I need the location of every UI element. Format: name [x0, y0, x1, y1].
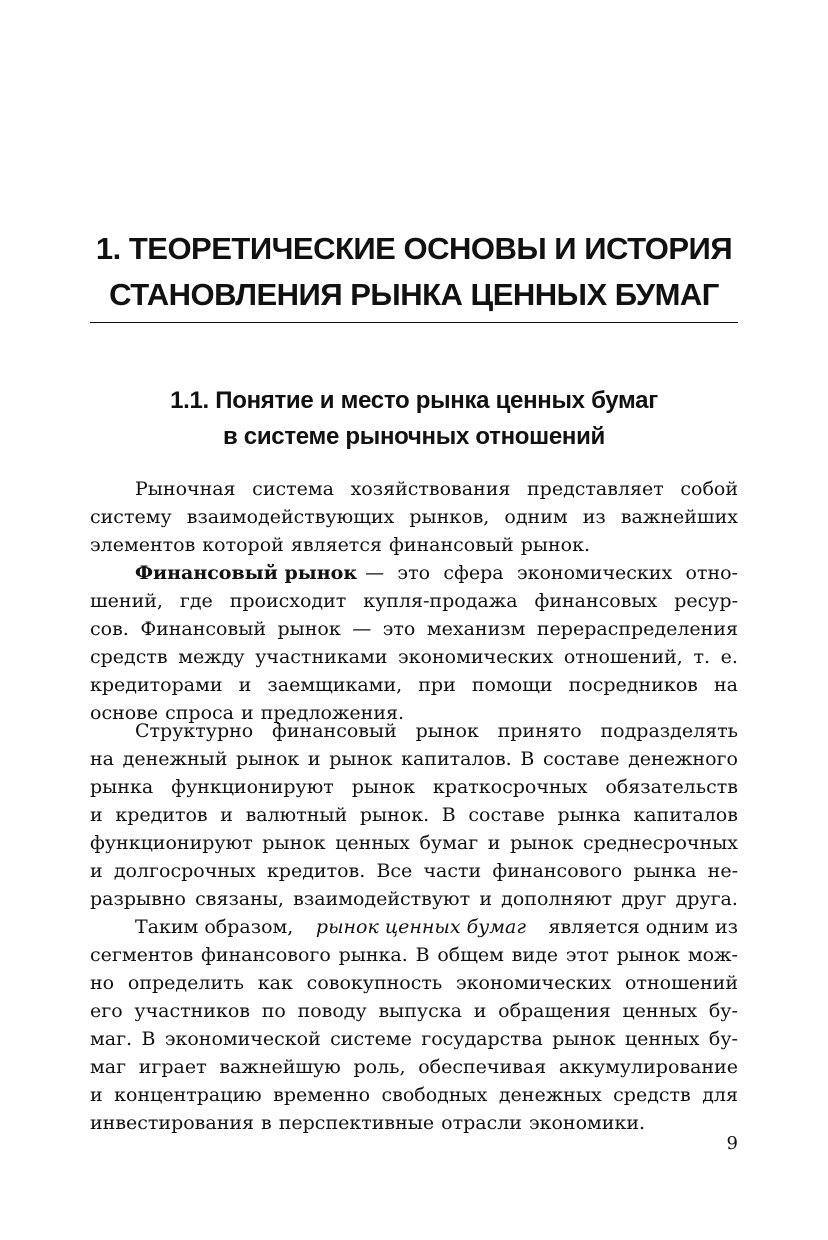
word: мож-	[687, 944, 738, 966]
word: рынок	[351, 776, 415, 798]
word: на	[90, 748, 114, 770]
word: экономики.	[528, 1112, 646, 1134]
word: собой	[680, 478, 738, 500]
word: заемщиками,	[267, 674, 403, 696]
text-line	[135, 717, 738, 745]
word: кредитов	[115, 804, 208, 826]
word: и	[479, 888, 492, 910]
word: маг	[90, 1056, 127, 1078]
text-line	[90, 1053, 738, 1081]
word: рынков,	[409, 506, 490, 528]
word: сфера	[443, 562, 504, 584]
text-fragment: Таким образом,	[135, 916, 294, 938]
word: отношений	[625, 972, 738, 994]
term-financial-market: Финансовый рынок	[135, 562, 358, 584]
word: ценных	[622, 1000, 698, 1022]
word: происходит	[229, 590, 347, 612]
word: экономической	[164, 1028, 321, 1050]
text-line	[90, 643, 738, 671]
word: и	[90, 804, 103, 826]
word: и	[307, 748, 321, 770]
word: ценных	[624, 1028, 700, 1050]
word: спроса	[165, 702, 234, 724]
text-line	[90, 615, 738, 643]
word: Все	[376, 860, 413, 882]
word: финансовый	[388, 534, 514, 556]
word: общем	[437, 944, 504, 966]
word: важнейшую	[219, 1056, 341, 1078]
text-line	[90, 671, 738, 699]
word: рынка.	[338, 944, 408, 966]
text-line	[90, 587, 738, 615]
text-line	[90, 1025, 738, 1053]
word: составе	[542, 748, 620, 770]
word: рынок	[616, 944, 681, 966]
word: механизм	[426, 618, 526, 640]
word: составе	[468, 804, 545, 826]
word: и	[241, 702, 254, 724]
text-line	[90, 857, 738, 885]
text-line	[90, 969, 738, 997]
word: и	[90, 860, 103, 882]
text-line	[90, 885, 738, 913]
word: маг.	[90, 1028, 133, 1050]
word: выпуска	[378, 1000, 462, 1022]
word: при	[418, 674, 456, 696]
word: где	[179, 590, 213, 612]
word: на	[713, 674, 738, 696]
word: В	[141, 1028, 156, 1050]
word: инвестирования	[90, 1112, 255, 1134]
word: финансовых	[534, 590, 658, 612]
word: и	[90, 1084, 103, 1106]
word: финансовый	[272, 720, 397, 742]
word: это	[397, 562, 431, 584]
word: помощи	[471, 674, 553, 696]
text-line	[135, 913, 738, 941]
word: не-	[707, 860, 738, 882]
word: отно-	[685, 562, 738, 584]
word: части	[423, 860, 482, 882]
word: —	[365, 562, 385, 584]
word: по	[261, 1000, 286, 1022]
word: ценных	[335, 832, 410, 854]
word: экономических	[456, 972, 612, 994]
word: системе	[330, 1028, 412, 1050]
text-line	[90, 773, 738, 801]
word: В	[520, 748, 535, 770]
word: капиталов	[633, 804, 738, 826]
word: аккумулирование	[558, 1056, 738, 1078]
word: для	[702, 1084, 738, 1106]
chapter-title	[90, 226, 738, 318]
word: экономических	[398, 646, 554, 668]
word: экономических	[516, 562, 673, 584]
word: взаимодействуют	[293, 888, 471, 910]
word: и	[487, 832, 501, 854]
word: одним	[504, 506, 568, 528]
text-fragment: является одним из	[548, 916, 738, 938]
word: систему	[90, 506, 172, 528]
text-line	[135, 475, 738, 503]
word: —	[352, 618, 372, 640]
word: средств	[613, 1084, 691, 1106]
word: участников	[134, 1000, 250, 1022]
word: является	[290, 534, 382, 556]
text-line	[90, 503, 738, 531]
word: играет	[138, 1056, 207, 1078]
word: друга.	[675, 888, 738, 910]
word: купля-продажа	[363, 590, 518, 612]
text-fragment	[365, 559, 738, 587]
word: важнейших	[620, 506, 738, 528]
word: рынок	[329, 748, 393, 770]
word: кредитов.	[266, 860, 366, 882]
word: бу-	[708, 1028, 738, 1050]
word: Рыночная	[135, 478, 236, 500]
word: рынок	[510, 832, 574, 854]
word: основе	[90, 702, 159, 724]
word: в	[261, 1112, 272, 1134]
word: среднесрочных	[583, 832, 738, 854]
word: как	[257, 972, 293, 994]
word: концентрацию	[114, 1084, 262, 1106]
word: обязательств	[605, 776, 738, 798]
word: рынок	[552, 1028, 616, 1050]
word: разрывно	[90, 888, 186, 910]
word: Финансовый	[140, 618, 266, 640]
word: В	[415, 944, 430, 966]
word: посредников	[568, 674, 698, 696]
word: сов.	[90, 618, 129, 640]
word: рынок	[415, 720, 479, 742]
word: В	[441, 804, 456, 826]
word: кредиторами	[90, 674, 223, 696]
word: бумаг	[419, 832, 479, 854]
text-line	[90, 941, 738, 969]
word: свободных	[381, 1084, 488, 1106]
word: из	[582, 506, 606, 528]
word: перспективные	[278, 1112, 435, 1134]
section-title	[90, 383, 738, 455]
word: хозяйствования	[350, 478, 511, 500]
word: краткосрочных	[432, 776, 588, 798]
word: отрасли	[441, 1112, 522, 1134]
word: и	[220, 804, 233, 826]
word: система	[252, 478, 334, 500]
word: валютный	[245, 804, 348, 826]
word: шений,	[90, 590, 163, 612]
word: виде	[511, 944, 559, 966]
word: принято	[497, 720, 582, 742]
word: дополняют	[501, 888, 613, 910]
word: связаны,	[195, 888, 284, 910]
page-number: 9	[726, 1133, 738, 1154]
word: друг	[621, 888, 667, 910]
word: между	[178, 646, 245, 668]
word: средств	[90, 646, 168, 668]
word: функционируют	[171, 776, 334, 798]
chapter-title-line-1: 1. ТЕОРЕТИЧЕСКИЕ ОСНОВЫ И ИСТОРИЯ	[95, 231, 733, 266]
word: долгосрочных	[113, 860, 256, 882]
word: денежных	[498, 1084, 602, 1106]
word: элементов	[90, 534, 196, 556]
word: участниками	[255, 646, 388, 668]
word: капиталов.	[401, 748, 512, 770]
word: взаимодействующих	[186, 506, 395, 528]
word: Структурно	[135, 720, 254, 742]
word: временно	[273, 1084, 371, 1106]
word: рынок.	[359, 804, 430, 826]
section-title-line-1: 1.1. Понятие и место рынка ценных бумаг	[170, 387, 658, 414]
word: перераспределения	[536, 618, 738, 640]
word: финансового	[200, 944, 331, 966]
word: и	[473, 1000, 487, 1022]
word: рынка	[90, 776, 154, 798]
text-line	[90, 531, 738, 559]
word: рынка	[633, 860, 697, 882]
word: государства	[421, 1028, 543, 1050]
chapter-title-line-2: СТАНОВЛЕНИЯ РЫНКА ЦЕННЫХ БУМАГ	[109, 277, 719, 312]
term-securities-market: рынок ценных бумаг	[315, 916, 526, 938]
word: бу-	[708, 1000, 738, 1022]
chapter-divider	[90, 322, 738, 323]
text-line	[90, 1109, 738, 1137]
word: обращения	[498, 1000, 611, 1022]
word: обеспечивая	[418, 1056, 547, 1078]
word: ресур-	[674, 590, 738, 612]
text-line	[90, 801, 738, 829]
text-line	[90, 997, 738, 1025]
word: функционируют	[90, 832, 253, 854]
text-line	[90, 829, 738, 857]
word: подразделять	[600, 720, 738, 742]
text-line	[90, 745, 738, 773]
text-line	[90, 1081, 738, 1109]
word: совокупность	[306, 972, 443, 994]
word: представляет	[527, 478, 664, 500]
word: но	[90, 972, 115, 994]
word: е.	[720, 646, 738, 668]
text-line	[135, 559, 738, 587]
word: денежный	[122, 748, 228, 770]
word: рынок	[277, 618, 341, 640]
word: сегментов	[90, 944, 194, 966]
section-title-line-2: в системе рыночных отношений	[222, 423, 605, 450]
word: денежного	[628, 748, 738, 770]
word: определить	[127, 972, 244, 994]
word: рынок	[262, 832, 326, 854]
word: предложения.	[260, 702, 405, 724]
word: его	[90, 1000, 123, 1022]
word: которой	[202, 534, 284, 556]
word: поводу	[297, 1000, 367, 1022]
word: и	[238, 674, 252, 696]
word: т.	[693, 646, 711, 668]
word: финансового	[492, 860, 623, 882]
word: рынок	[236, 748, 300, 770]
word: рынка	[557, 804, 621, 826]
word: отношений,	[563, 646, 683, 668]
word: это	[382, 618, 416, 640]
word: рынок.	[520, 534, 591, 556]
word: этот	[565, 944, 609, 966]
word: роль,	[353, 1056, 406, 1078]
